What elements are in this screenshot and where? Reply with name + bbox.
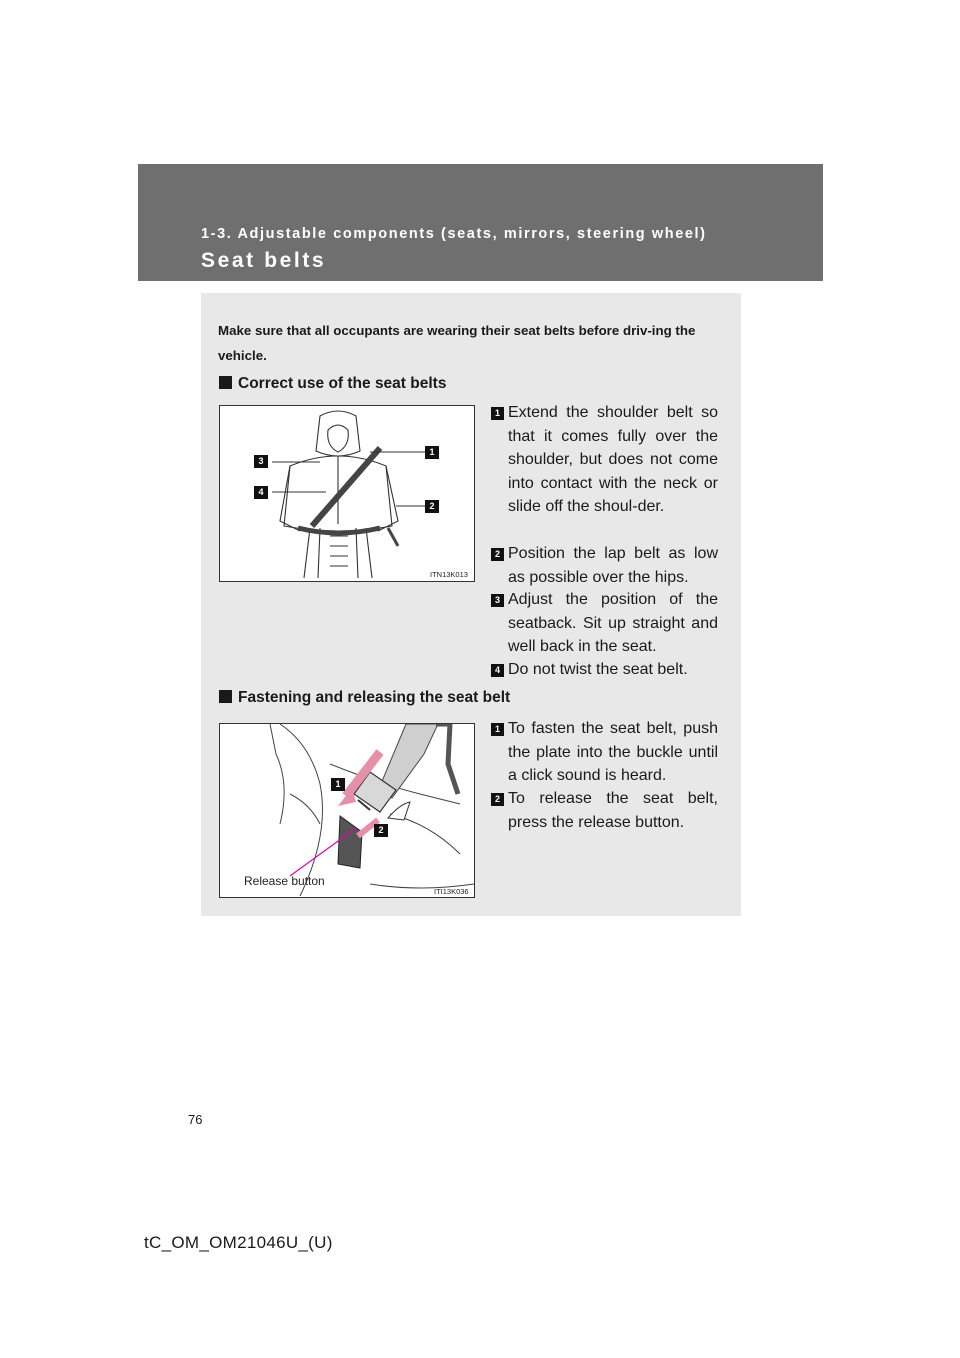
seatbelt-buckle-icon <box>220 724 474 897</box>
step-release <box>491 787 718 834</box>
release-button-label: Release button <box>244 874 325 888</box>
callout-1: 1 <box>331 778 345 791</box>
step-text: Extend the shoulder belt so that it comes fully over the shoulder, but does not come into contact with the neck or slide off the shoul-der. <box>508 404 718 515</box>
step-number: 1 <box>491 723 504 736</box>
step-text: To fasten the seat belt, push the plate into the buckle until a click sound is heard. <box>508 720 718 784</box>
figure-code: ITI13K036 <box>434 887 469 896</box>
step-number: 1 <box>491 407 504 420</box>
step-text: Adjust the position of the seatback. Sit up straight and well back in the seat. <box>508 591 718 655</box>
page-heading: Seat belts <box>201 249 327 272</box>
square-bullet-icon <box>219 376 232 389</box>
footer-code: tC_OM_OM21046U_(U) <box>144 1233 333 1252</box>
callout-1: 1 <box>425 446 439 459</box>
step-3 <box>491 588 718 659</box>
buckle-illustration <box>219 723 475 898</box>
callout-2: 2 <box>374 824 388 837</box>
subhead-label: Fastening and releasing the seat belt <box>238 689 511 706</box>
step-number: 3 <box>491 594 504 607</box>
callout-2: 2 <box>425 500 439 513</box>
section-title: 1-3. Adjustable components (seats, mirrors, steering wheel) <box>201 226 707 242</box>
square-bullet-icon <box>219 690 232 703</box>
step-4 <box>491 658 718 682</box>
step-text: Position the lap belt as low as possible over the hips. <box>508 545 718 586</box>
step-text: To release the seat belt, press the release button. <box>508 790 718 831</box>
step-1 <box>491 401 718 519</box>
subhead-correct-use <box>219 375 446 393</box>
seatbelt-posture-illustration <box>219 405 475 582</box>
step-fasten <box>491 717 718 788</box>
step-text: Do not twist the seat belt. <box>508 661 688 678</box>
callout-3: 3 <box>254 455 268 468</box>
intro-text: Make sure that all occupants are wearing their seat belts before driv-ing the vehicle. <box>218 323 696 363</box>
callout-4: 4 <box>254 486 268 499</box>
step-number: 2 <box>491 793 504 806</box>
step-number: 4 <box>491 664 504 677</box>
step-number: 2 <box>491 548 504 561</box>
subhead-label: Correct use of the seat belts <box>238 375 447 392</box>
subhead-fastening <box>219 689 510 707</box>
figure-code: ITN13K013 <box>430 570 468 579</box>
step-2 <box>491 542 718 589</box>
page-number: 76 <box>188 1112 203 1127</box>
